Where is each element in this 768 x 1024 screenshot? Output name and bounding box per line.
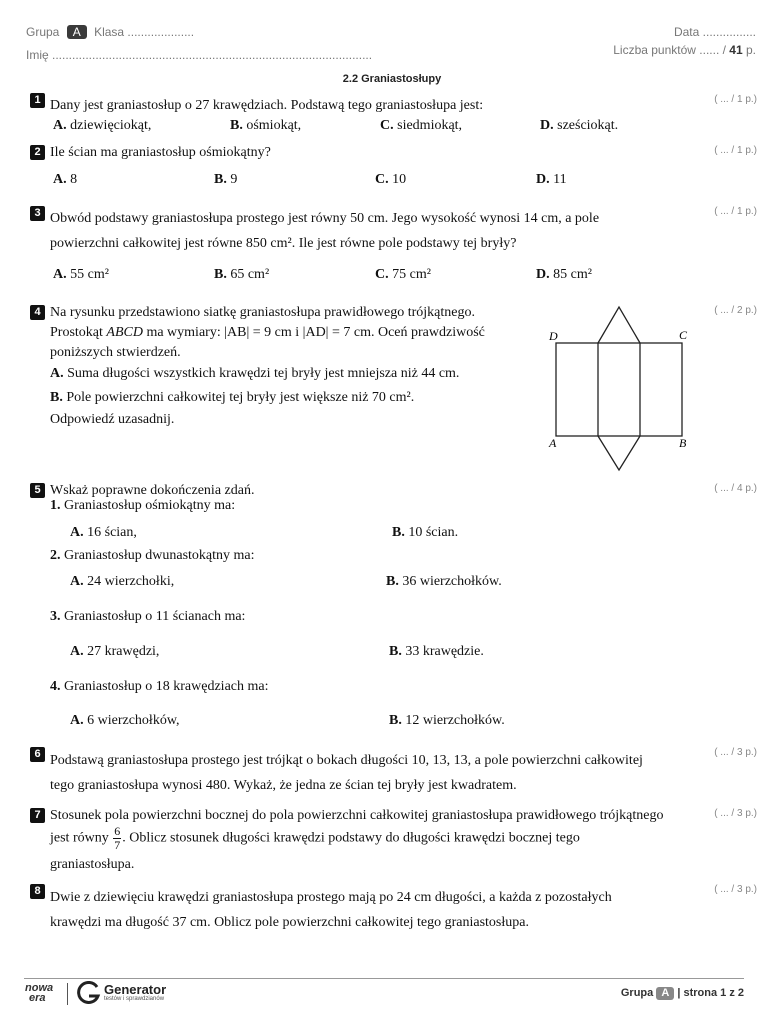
- question-points: ( ... / 3 p.): [714, 808, 757, 819]
- question-number: 8: [30, 884, 45, 899]
- question-points: ( ... / 1 p.): [714, 94, 757, 105]
- vertex-label-d: D: [549, 329, 558, 343]
- subanswer-b: B. 12 wierzchołków.: [389, 713, 505, 728]
- answer-option: C. 75 cm²: [375, 267, 431, 282]
- question-text: Wskaż poprawne dokończenia zdań.: [50, 483, 255, 498]
- question-number: 3: [30, 206, 45, 221]
- subquestion: 1. Graniastosłup ośmiokątny ma:: [50, 498, 236, 513]
- generator-title: Generator: [104, 982, 167, 997]
- answer-option: B. 65 cm²: [214, 267, 270, 282]
- question-text: poniższych stwierdzeń.: [50, 345, 181, 360]
- footer-page-info: Grupa A | strona 1 z 2: [620, 987, 744, 999]
- answer-option: D. 85 cm²: [536, 267, 592, 282]
- group-label: Grupa: [26, 25, 60, 39]
- question-text: Stosunek pola powierzchni bocznej do pola powierzchni całkowitej graniastosłupa prawidłowego trójkątnego: [50, 808, 664, 823]
- subanswer-a: A. 16 ścian,: [70, 525, 137, 540]
- question-text: Ile ścian ma graniastosłup ośmiokątny?: [50, 145, 271, 160]
- section-title: 2.2 Graniastosłupy: [342, 73, 442, 85]
- answer-option: C. 10: [375, 172, 407, 187]
- answer-option: B. 9: [214, 172, 238, 187]
- header-group: [26, 25, 194, 39]
- answer-option: B. ośmiokąt,: [230, 118, 302, 133]
- question-text: Odpowiedź uzasadnij.: [50, 412, 175, 427]
- question-text: Dwie z dziewięciu krawędzi graniastosłupa prostego mają po 24 cm długości, a każda z pozostałych: [50, 890, 612, 905]
- subanswer-a: A. 27 krawędzi,: [70, 644, 160, 659]
- answer-option: D. 11: [536, 172, 567, 187]
- subquestion: 4. Graniastosłup o 18 krawędziach ma:: [50, 679, 269, 694]
- question-text: powierzchni całkowitej jest równe 850 cm². Ile jest równe pole podstawy tej bryły?: [50, 236, 517, 251]
- subanswer-b: B. 33 krawędzie.: [389, 644, 484, 659]
- name-field: Imię ................................................................................................: [26, 48, 373, 62]
- question-text: krawędzi ma długość 37 cm. Oblicz pole powierzchni całkowitej tego graniastosłupa.: [50, 915, 529, 930]
- question-number: 4: [30, 305, 45, 320]
- question-text: Podstawą graniastosłupa prostego jest trójkąt o bokach długości 10, 13, 13, a pole powierzchni całkowitej: [50, 753, 643, 768]
- net-bottom-triangle: [598, 436, 640, 470]
- prism-net-figure: [543, 303, 693, 475]
- logo-separator: [67, 983, 68, 1005]
- question-points: ( ... / 4 p.): [714, 483, 757, 494]
- statement-b: B. Pole powierzchni całkowitej tej bryły jest większe niż 70 cm².: [50, 390, 415, 405]
- subquestion: 2. Graniastosłup dwunastokątny ma:: [50, 548, 255, 563]
- answer-option: C. siedmiokąt,: [380, 118, 463, 133]
- net-rectangle: [556, 343, 682, 436]
- points-field: Liczba punktów ...... / 41 p.: [613, 43, 756, 57]
- question-number: 2: [30, 145, 45, 160]
- subquestion: 3. Graniastosłup o 11 ścianach ma:: [50, 609, 246, 624]
- question-points: ( ... / 3 p.): [714, 747, 757, 758]
- statement-a: A. Suma długości wszystkich krawędzi tej bryły jest mniejsza niż 44 cm.: [50, 366, 460, 381]
- subanswer-b: B. 10 ścian.: [392, 525, 459, 540]
- net-top-triangle: [598, 307, 640, 343]
- question-text: Prostokąt ABCD ma wymiary: |AB| = 9 cm i |AD| = 7 cm. Oceń prawdziwość: [50, 325, 485, 340]
- question-text: jest równy $\frac{6}{7}$ . Oblicz stosunek długości krawędzi podstawy do długości krawędzi bocznej tego: [50, 824, 580, 852]
- fraction: $\frac{6}{7}$: [114, 824, 121, 852]
- answer-option: A. 8: [53, 172, 78, 187]
- question-points: ( ... / 1 p.): [714, 206, 757, 217]
- question-points: ( ... / 1 p.): [714, 145, 757, 156]
- question-text: Dany jest graniastosłup o 27 krawędziach. Podstawą tego graniastosłupa jest:: [50, 98, 484, 113]
- question-number: 6: [30, 747, 45, 762]
- footer-divider: [24, 978, 744, 979]
- vertex-label-b: B: [679, 436, 687, 450]
- question-text: graniastosłupa.: [50, 857, 135, 872]
- question-points: ( ... / 2 p.): [714, 305, 757, 316]
- answer-option: A. dziewięciokąt,: [53, 118, 152, 133]
- generator-logo-icon: [77, 981, 101, 1005]
- subanswer-b: B. 36 wierzchołków.: [386, 574, 502, 589]
- answer-option: A. 55 cm²: [53, 267, 109, 282]
- question-points: ( ... / 3 p.): [714, 884, 757, 895]
- subanswer-a: A. 6 wierzchołków,: [70, 713, 180, 728]
- vertex-label-c: C: [679, 328, 688, 342]
- generator-subtitle: testów i sprawdzianów: [104, 996, 165, 1002]
- answer-option: D. sześciokąt.: [540, 118, 619, 133]
- question-text: Na rysunku przedstawiono siatkę graniastosłupa prawidłowego trójkątnego.: [50, 305, 475, 320]
- question-text: tego graniastosłupa wynosi 480. Wykaż, że jedna ze ścian tej bryły jest kwadratem.: [50, 778, 517, 793]
- class-label: Klasa ....................: [94, 25, 195, 39]
- question-number: 1: [30, 93, 45, 108]
- question-text: Obwód podstawy graniastosłupa prostego jest równy 50 cm. Jego wysokość wynosi 14 cm, a pole: [50, 211, 600, 226]
- publisher-logo: nowa era: [25, 982, 54, 1004]
- group-badge: A: [67, 25, 87, 39]
- question-number: 5: [30, 483, 45, 498]
- date-field: Data ................: [673, 25, 756, 39]
- vertex-label-a: A: [549, 436, 557, 450]
- subanswer-a: A. 24 wierzchołki,: [70, 574, 175, 589]
- question-number: 7: [30, 808, 45, 823]
